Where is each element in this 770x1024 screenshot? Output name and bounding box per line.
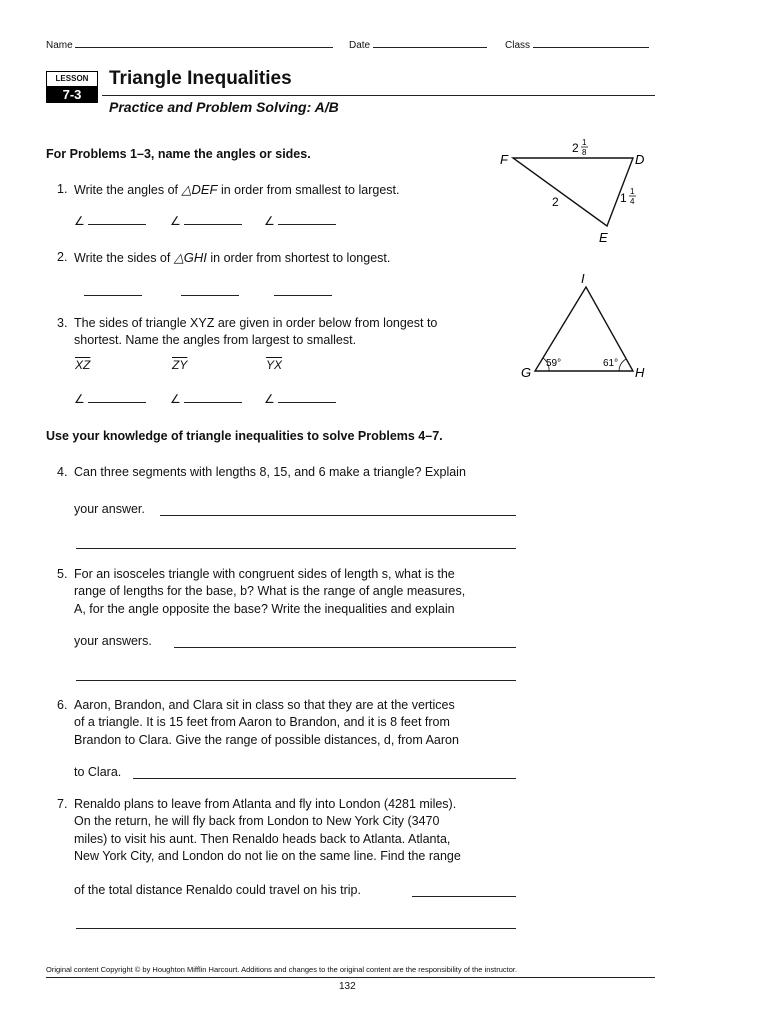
- side-xz: $\overline{XZ}$: [75, 358, 91, 372]
- section2-instruction: Use your knowledge of triangle inequalities to solve Problems 4–7.: [46, 429, 443, 443]
- side-de-whole: 1: [620, 191, 627, 205]
- page-number: 132: [339, 981, 356, 992]
- problem-4-answer-line-1[interactable]: [160, 515, 516, 516]
- problem-2-text: Write the sides of △GHI in order from shortest to longest.: [74, 250, 391, 265]
- vertex-e-label: E: [599, 230, 608, 245]
- problem-7-text-line1: Renaldo plans to leave from Atlanta and fly into London (4281 miles).: [74, 797, 457, 811]
- problem-3-answer-2[interactable]: ∠: [170, 392, 242, 406]
- problem-5-text-line3: A, for the angle opposite the base? Write the inequalities and explain: [74, 602, 455, 616]
- problem-1-answer-1[interactable]: ∠: [74, 214, 146, 228]
- side-fd-whole: 2: [572, 141, 579, 155]
- problem-2-answer-2[interactable]: [181, 295, 239, 296]
- problem-3-answer-1[interactable]: ∠: [74, 392, 146, 406]
- side-zy: $\overline{ZY}$: [172, 358, 188, 372]
- problem-6-answer-line[interactable]: [133, 778, 516, 779]
- date-label: Date: [349, 40, 371, 51]
- page-subtitle: Practice and Problem Solving: A/B: [109, 99, 339, 115]
- side-fe-label: 2: [552, 195, 559, 209]
- vertex-d-label: D: [635, 152, 645, 167]
- triangle-ghi-label: △GHI: [173, 250, 207, 265]
- side-fd-num: 1: [582, 138, 587, 147]
- problem-7-answer-line-1[interactable]: [412, 896, 516, 897]
- problem-3-text-line2: shortest. Name the angles from largest to smallest.: [74, 333, 357, 347]
- problem-6-text-line2: of a triangle. It is 15 feet from Aaron to Brandon, and it is 8 feet from: [74, 715, 450, 729]
- angle-h-label: 61°: [603, 358, 619, 369]
- problem-1-text: Write the angles of △DEF in order from smallest to largest.: [74, 182, 400, 197]
- problem-6-text-line3: Brandon to Clara. Give the range of possible distances, d, from Aaron: [74, 733, 459, 747]
- problem-3-number: 3.: [57, 316, 68, 330]
- vertex-f-label: F: [500, 152, 508, 167]
- triangle-ghi-figure: [515, 268, 680, 383]
- side-de-den: 4: [630, 197, 635, 206]
- vertex-h-label: H: [635, 365, 645, 380]
- triangle-def-shape: [513, 158, 633, 226]
- problem-2-answer-3[interactable]: [274, 295, 332, 296]
- problem-5-text-line4: your answers.: [74, 634, 152, 648]
- vertex-i-label: I: [581, 271, 585, 286]
- problem-5-answer-line-1[interactable]: [174, 647, 516, 648]
- title-rule: [102, 95, 655, 96]
- problem-4-number: 4.: [57, 465, 68, 479]
- problem-6-number: 6.: [57, 698, 68, 712]
- name-label: Name: [46, 40, 73, 51]
- side-yx: $\overline{YX}$: [266, 358, 283, 372]
- problem-7-number: 7.: [57, 797, 68, 811]
- class-field: [505, 40, 649, 51]
- date-blank[interactable]: [373, 47, 487, 48]
- vertex-g-label: G: [521, 365, 532, 380]
- page-title: Triangle Inequalities: [109, 68, 292, 89]
- problem-5-number: 5.: [57, 567, 68, 581]
- triangle-def-figure: [495, 132, 655, 247]
- problem-6-text-line4: to Clara.: [74, 765, 122, 779]
- side-de-num: 1: [630, 187, 635, 196]
- section1-instruction: For Problems 1–3, name the angles or sides.: [46, 147, 311, 161]
- problem-3-text-line1: The sides of triangle XYZ are given in order below from longest to: [74, 316, 438, 330]
- problem-7-text-line4: New York City, and London do not lie on the same line. Find the range: [74, 849, 461, 863]
- triangle-def-label: △DEF: [181, 182, 218, 197]
- problem-5-text-line2: range of lengths for the base, b? What is the range of angle measures,: [74, 584, 466, 598]
- lesson-badge-label: LESSON: [46, 71, 98, 87]
- problem-5-text-line1: For an isosceles triangle with congruent sides of length s, what is the: [74, 567, 455, 581]
- problem-6-text-line1: Aaron, Brandon, and Clara sit in class so that they are at the vertices: [74, 698, 455, 712]
- side-fd-den: 8: [582, 148, 587, 157]
- class-blank[interactable]: [533, 47, 649, 48]
- name-blank[interactable]: [75, 47, 333, 48]
- problem-7-answer-line-2[interactable]: [76, 928, 516, 929]
- problem-4-text-line2: your answer.: [74, 502, 145, 516]
- problem-7-text-line2: On the return, he will fly back from London to New York City (3470: [74, 814, 440, 828]
- problem-4-text-line1: Can three segments with lengths 8, 15, and 6 make a triangle? Explain: [74, 465, 466, 479]
- problem-3-answer-3[interactable]: ∠: [264, 392, 336, 406]
- problem-2-answer-1[interactable]: [84, 295, 142, 296]
- lesson-badge-number: 7-3: [46, 86, 98, 103]
- problem-7-text-line5: of the total distance Renaldo could travel on his trip.: [74, 883, 361, 897]
- problem-4-answer-line-2[interactable]: [76, 548, 516, 549]
- problem-1-answer-3[interactable]: ∠: [264, 214, 336, 228]
- problem-5-answer-line-2[interactable]: [76, 680, 516, 681]
- problem-2-number: 2.: [57, 250, 68, 264]
- name-field: [46, 40, 333, 51]
- problem-1-number: 1.: [57, 182, 68, 196]
- problem-1-answer-2[interactable]: ∠: [170, 214, 242, 228]
- class-label: Class: [505, 40, 531, 51]
- date-field: [349, 40, 487, 51]
- angle-h-arc: [619, 359, 626, 371]
- footer-copyright: Original content Copyright © by Houghton Mifflin Harcourt. Additions and changes to the original content are the responsibility of the instructor.: [46, 965, 518, 974]
- problem-7-text-line3: miles) to visit his aunt. Then Renaldo heads back to Atlanta. Atlanta,: [74, 832, 451, 846]
- footer-rule: [46, 977, 655, 978]
- angle-g-label: 59°: [546, 358, 562, 369]
